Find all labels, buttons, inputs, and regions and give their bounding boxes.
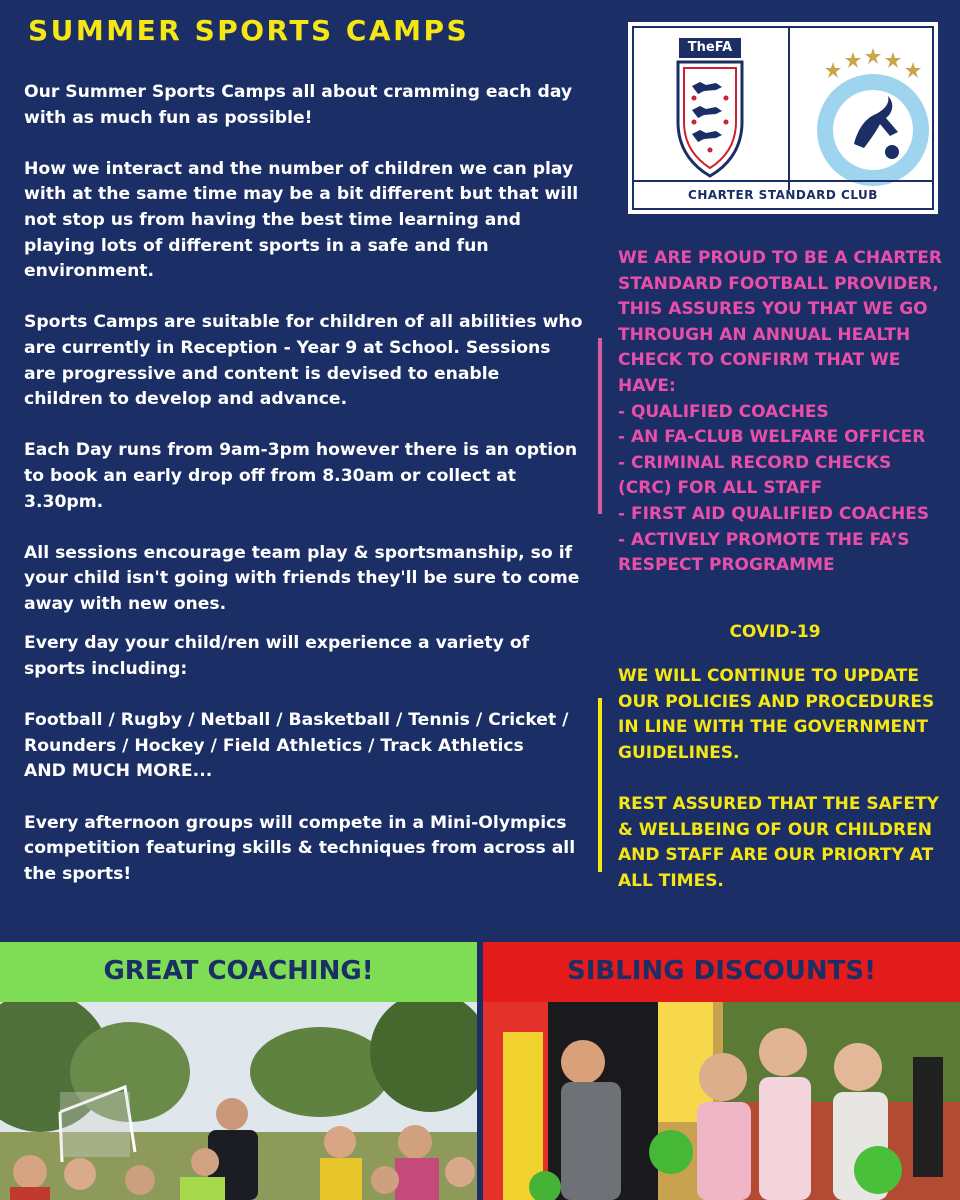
sports-list [24, 708, 584, 785]
sibling-discounts-banner: SIBLING DISCOUNTS! [483, 942, 960, 1002]
covid-line: AND STAFF ARE OUR PRIORTY AT [618, 845, 934, 866]
covid-line: WE WILL CONTINUE TO UPDATE [618, 666, 919, 686]
covid-heading: COVID-19 [729, 622, 821, 642]
charter-line: THIS ASSURES YOU THAT WE GO [618, 299, 928, 320]
sports-list-text: Football / Rugby / Netball / Basketball / Tennis / Cricket / Rounders / Hockey / Field Athletics / Track Athletics [24, 710, 569, 756]
intro-paragraph: How we interact and the number of children we can play with at the same time may be a bit different but that will not stop us from having the best time learning and playing lots of different sports in a safe and fun environment. [24, 158, 579, 282]
pink-accent-bar [598, 338, 602, 514]
charter-standard-logo [626, 20, 940, 216]
coaching-photo [0, 1002, 477, 1200]
fa-label: TheFA [679, 38, 741, 58]
spacer [618, 766, 948, 792]
charter-statement [618, 246, 948, 579]
charter-line: CHECK TO CONFIRM THAT WE [618, 350, 901, 371]
charter-line: - AN FA-CLUB WELFARE OFFICER [618, 427, 926, 448]
page-title: SUMMER SPORTS CAMPS [28, 14, 470, 47]
coaching-scene-image [0, 1002, 477, 1200]
charter-line: WE ARE PROUD TO BE A CHARTER [618, 248, 942, 268]
covid-statement [618, 664, 948, 894]
charter-line: THROUGH AN ANNUAL HEALTH [618, 324, 911, 345]
charter-line: (CRC) FOR ALL STAFF [618, 478, 823, 499]
great-coaching-banner: GREAT COACHING! [0, 942, 477, 1002]
covid-line: IN LINE WITH THE GOVERNMENT [618, 717, 928, 738]
logo-divider [788, 28, 790, 190]
covid-line: ALL TIMES. [618, 870, 724, 891]
charter-line: - QUALIFIED COACHES [618, 401, 829, 422]
siblings-scene-image [483, 1002, 960, 1200]
intro-paragraph: All sessions encourage team play & sportsmanship, so if your child isn't going with friends they'll be sure to come away with new ones. [24, 542, 580, 614]
intro-paragraph: Sports Camps are suitable for children of all abilities who are currently in Reception - Year 9 at School. Sessions are progressive and content is devised to enable children to develop and advance. [24, 312, 583, 410]
siblings-photo [483, 1002, 960, 1200]
covid-line: OUR POLICIES AND PROCEDURES [618, 691, 935, 712]
fa-shield-icon [674, 60, 746, 180]
charter-line: STANDARD FOOTBALL PROVIDER, [618, 273, 939, 294]
charter-line: - FIRST AID QUALIFIED COACHES [618, 503, 930, 524]
charter-line: RESPECT PROGRAMME [618, 555, 835, 576]
covid-line: & WELLBEING OF OUR CHILDREN [618, 819, 932, 840]
intro-paragraph: Each Day runs from 9am-3pm however there is an option to book an early drop off from 8.30am or collect at 3.30pm. [24, 440, 578, 512]
covid-line: REST ASSURED THAT THE SAFETY [618, 793, 939, 814]
intro-paragraph: Every day your child/ren will experience a variety of sports including: [24, 633, 530, 680]
charter-line: HAVE: [618, 375, 676, 396]
covid-line: GUIDELINES. [618, 742, 740, 763]
sports-list-more: AND MUCH MORE... [24, 761, 213, 782]
intro-paragraph: Every afternoon groups will compete in a Mini-Olympics competition featuring skills & techniques from across all the sports! [24, 812, 576, 884]
yellow-accent-bar [598, 698, 602, 872]
logo-footer: CHARTER STANDARD CLUB [634, 180, 932, 208]
intro-text [24, 80, 584, 913]
charter-line: - CRIMINAL RECORD CHECKS [618, 452, 892, 473]
first-class-football-badge-icon [806, 48, 936, 188]
charter-line: - ACTIVELY PROMOTE THE FA’S [618, 529, 910, 550]
intro-paragraph: Our Summer Sports Camps all about cramming each day with as much fun as possible! [24, 82, 573, 128]
